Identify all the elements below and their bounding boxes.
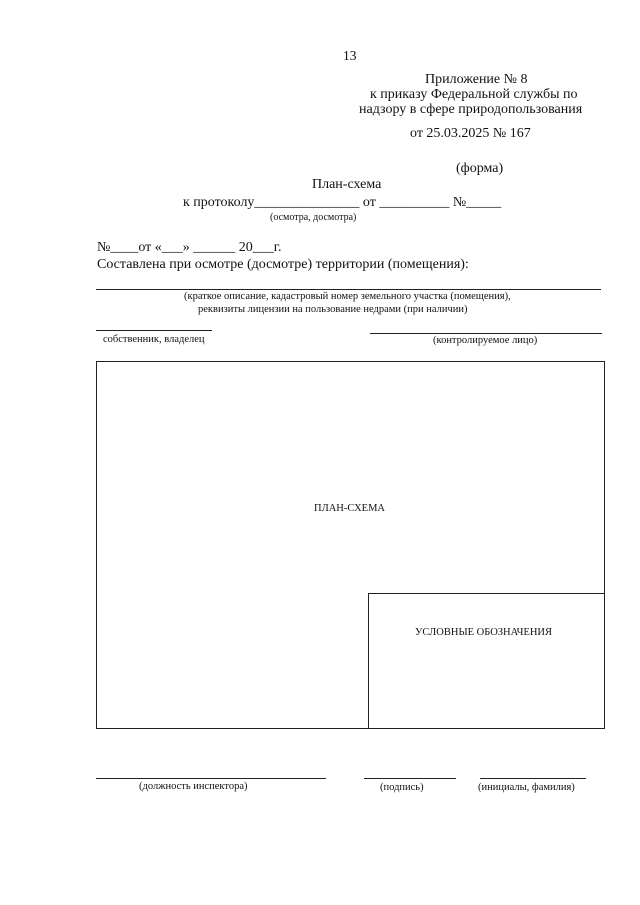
protocol-line: к протоколу_______________ от __________ №_____ — [183, 195, 502, 210]
form-label: (форма) — [456, 161, 504, 176]
legend-label: УСЛОВНЫЕ ОБОЗНАЧЕНИЯ — [415, 627, 553, 638]
compiled-line: Составлена при осмотре (досмотре) территории (помещения): — [97, 257, 469, 272]
position-caption: (должность инспектора) — [139, 781, 248, 792]
signature-caption: (подпись) — [380, 782, 424, 793]
protocol-caption: (осмотра, досмотра) — [270, 212, 357, 223]
controlled-caption: (контролируемое лицо) — [433, 335, 538, 346]
description-caption-2: реквизиты лицензии на пользование недрами (при наличии) — [198, 304, 468, 315]
legend-frame — [368, 593, 605, 729]
page-number: 13 — [343, 48, 357, 63]
name-caption: (инициалы, фамилия) — [478, 782, 575, 793]
owner-line — [96, 330, 212, 331]
order-date: от 25.03.2025 № 167 — [410, 126, 531, 141]
signature-line — [364, 778, 456, 779]
document-title: План-схема — [312, 177, 382, 192]
controlled-line — [370, 333, 602, 334]
appendix-title: Приложение № 8 — [425, 72, 528, 87]
description-line — [96, 289, 601, 290]
order-line: к приказу Федеральной службы по — [370, 87, 578, 102]
number-date-line: №____от «___» ______ 20___г. — [97, 240, 282, 255]
description-caption-1: (краткое описание, кадастровый номер земельного участка (помещения), — [184, 291, 511, 302]
position-line — [96, 778, 326, 779]
service-line: надзору в сфере природопользования — [359, 102, 583, 117]
name-line — [480, 778, 586, 779]
scheme-label: ПЛАН-СХЕМА — [314, 503, 386, 514]
owner-caption: собственник, владелец — [103, 334, 205, 345]
